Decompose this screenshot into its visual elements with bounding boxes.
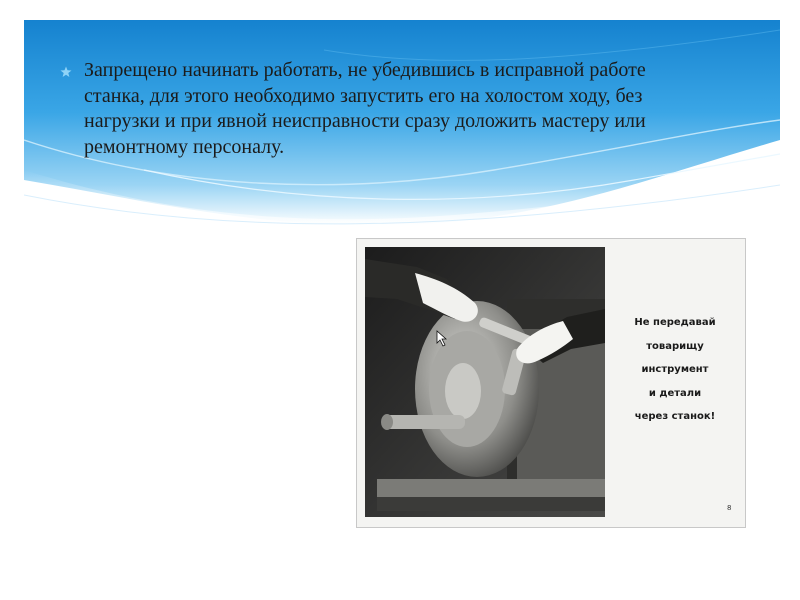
poster-line: через станок!	[634, 411, 716, 422]
poster-line: инструмент	[641, 364, 709, 375]
poster-caption	[607, 311, 743, 429]
poster-page-number: 8	[727, 504, 732, 512]
poster-line: Не передавай	[634, 317, 716, 328]
poster-line: и детали	[648, 387, 702, 399]
bullet-text: Запрещено начинать работать, не убедившись в исправной работе станка, для этого необходимо запустить его на холостом ходу, без нагрузки и при явной неисправности сразу доложить мастеру или ремонтному персоналу.	[84, 59, 646, 158]
slide-frame	[24, 20, 780, 580]
poster-line: товарищу	[646, 340, 704, 352]
safety-poster-photo	[356, 238, 746, 528]
star-icon	[60, 66, 72, 78]
